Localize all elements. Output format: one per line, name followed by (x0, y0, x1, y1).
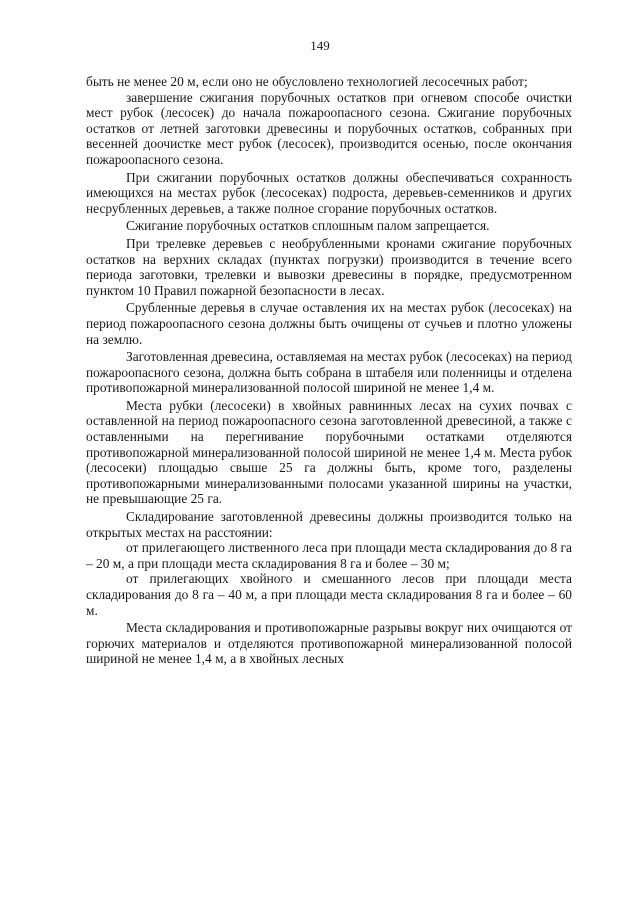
paragraph-9: Складирование заготовленной древесины должны производится только на открытых местах на расстоянии: (86, 509, 572, 540)
paragraph-1: быть не менее 20 м, если оно не обусловлено технологией лесосечных работ; (86, 74, 528, 89)
paragraph-12: Места складирования и противопожарные разрывы вокруг них очищаются от горючих материалов и отделяются противопожарной минерализованной полосой шириной не менее 1,4 м, а в хвойных лесных (86, 620, 572, 667)
document-body (86, 74, 572, 667)
paragraph-2: завершение сжигания порубочных остатков при огневом способе очистки мест рубок (лесосек) до начала пожароопасного сезона. Сжигание порубочных остатков от летней заготовки древесины и порубочных остатков, собранных при весенней доочистке мест рубок (лесосек), производится осенью, после окончания пожароопасного сезона. (86, 89, 572, 167)
paragraph-7: Заготовленная древесина, оставляемая на местах рубок (лесосеках) на период пожароопасного сезона, должна быть собрана в штабеля или поленницы и отделена противопожарной минерализованной полосой шириной не менее 1,4 м. (86, 349, 572, 396)
paragraph-6: Срубленные деревья в случае оставления их на местах рубок (лесосеках) на период пожароопасного сезона должны быть очищены от сучьев и плотно уложены на землю. (86, 300, 572, 347)
paragraph-8: Места рубки (лесосеки) в хвойных равнинных лесах на сухих почвах с оставленной на период пожароопасного сезона заготовленной древесиной, а также с оставленными на перегнивание порубочными остатками отделяются противопожарной минерализованной полосой шириной не менее 1,4 м. Места рубок (лесосеки) площадью свыше 25 га должны быть, кроме того, разделены противопожарными минерализованными полосами указанной ширины на участки, не превышающие 25 га. (86, 397, 572, 507)
paragraph-11: от прилегающих хвойного и смешанного лесов при площади места складирования до 8 га – 40 м, а при площади места складирования 8 га и более – 60 м. (86, 571, 572, 618)
paragraph-4: Сжигание порубочных остатков сплошным палом запрещается. (126, 218, 490, 234)
paragraph-5: При трелевке деревьев с необрубленными кронами сжигание порубочных остатков на верхних складах (пунктах погрузки) производится в течение всего периода заготовки, трелевки и вывозки древесины в порядке, предусмотренном пунктом 10 Правил пожарной безопасности в лесах. (86, 235, 572, 298)
paragraph-3: При сжигании порубочных остатков должны обеспечиваться сохранность имеющихся на местах рубок (лесосеках) подроста, деревьев-семенников и других несрубленных деревьев, а также полное сгорание порубочных остатков. (86, 169, 572, 216)
page-number: 149 (310, 38, 330, 53)
paragraph-10: от прилегающего лиственного леса при площади места складирования до 8 га – 20 м, а при площади места складирования 8 га и более – 30 м; (86, 540, 572, 571)
